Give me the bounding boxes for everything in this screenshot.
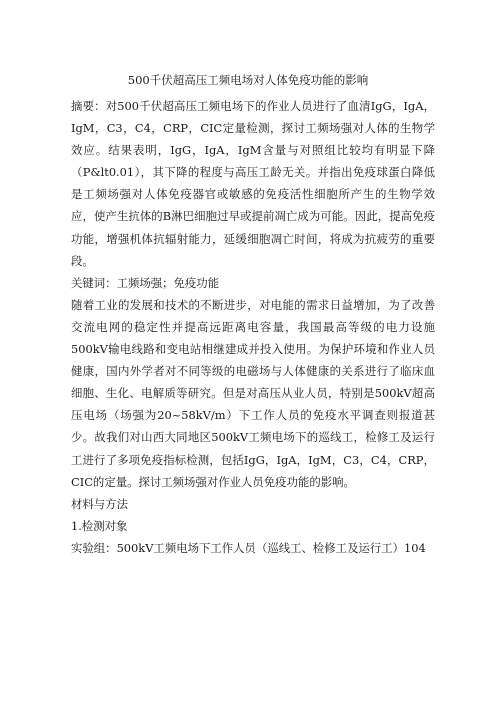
abstract-paragraph: 摘要：对500千伏超高压工频电场下的作业人员进行了血清IgG，IgA，IgM，C3，C4，CRP，CIC定量检测，探讨工频场强对人体的生物学效应。结果表明，IgG，IgA，IgM含量与对照组比较均有明显下降（P&lt0.01），其下降的程度与高压工龄无关。并指出免疫球蛋白降低是工频场强对人体免疫器官或敏感的免疫活性细胞所产生的生物学效应，使产生抗体的B淋巴细胞过早或提前凋亡成为可能。因此，提高免疫功能，增强机体抗辐射能力，延缓细胞凋亡时间，将成为抗疲劳的重要段。 — [71, 99, 435, 268]
experiment-group-paragraph: 实验组：500kV工频电场下工作人员（巡线工、检修工及运行工）104 — [71, 540, 426, 555]
document-body — [71, 95, 435, 559]
section-heading-materials-methods: 材料与方法 — [71, 496, 128, 511]
document-title: 500千伏超高压工频电场对人体免疫功能的影响 — [127, 73, 369, 87]
intro-paragraph: 随着工业的发展和技术的不断进步，对电能的需求日益增加，为了改善交流电网的稳定性并提高远距离电容量，我国最高等级的电力设施500kV输电线路和变电站相继建成并投入使用。为保护环境和作业人员健康，国内外学者对不同等级的电磁场与人体健康的关系进行了临床血细胞、生化、电解质等研究。但是对高压从业人员，特别是500kV超高压电场（场强为20~58kV/m）下工作人员的免疫水平调查则报道甚少。故我们对山西大同地区500kV工频电场下的巡线工，检修工及运行工进行了多项免疫指标检测，包括IgG，IgA，IgM，C3，C4，CRP，CIC的定量。探讨工频场强对作业人员免疫功能的影响。 — [71, 297, 435, 489]
keywords-paragraph: 关键词：工频场强；免疫功能 — [71, 275, 220, 290]
subsection-heading-subjects: 1.检测对象 — [71, 518, 128, 533]
